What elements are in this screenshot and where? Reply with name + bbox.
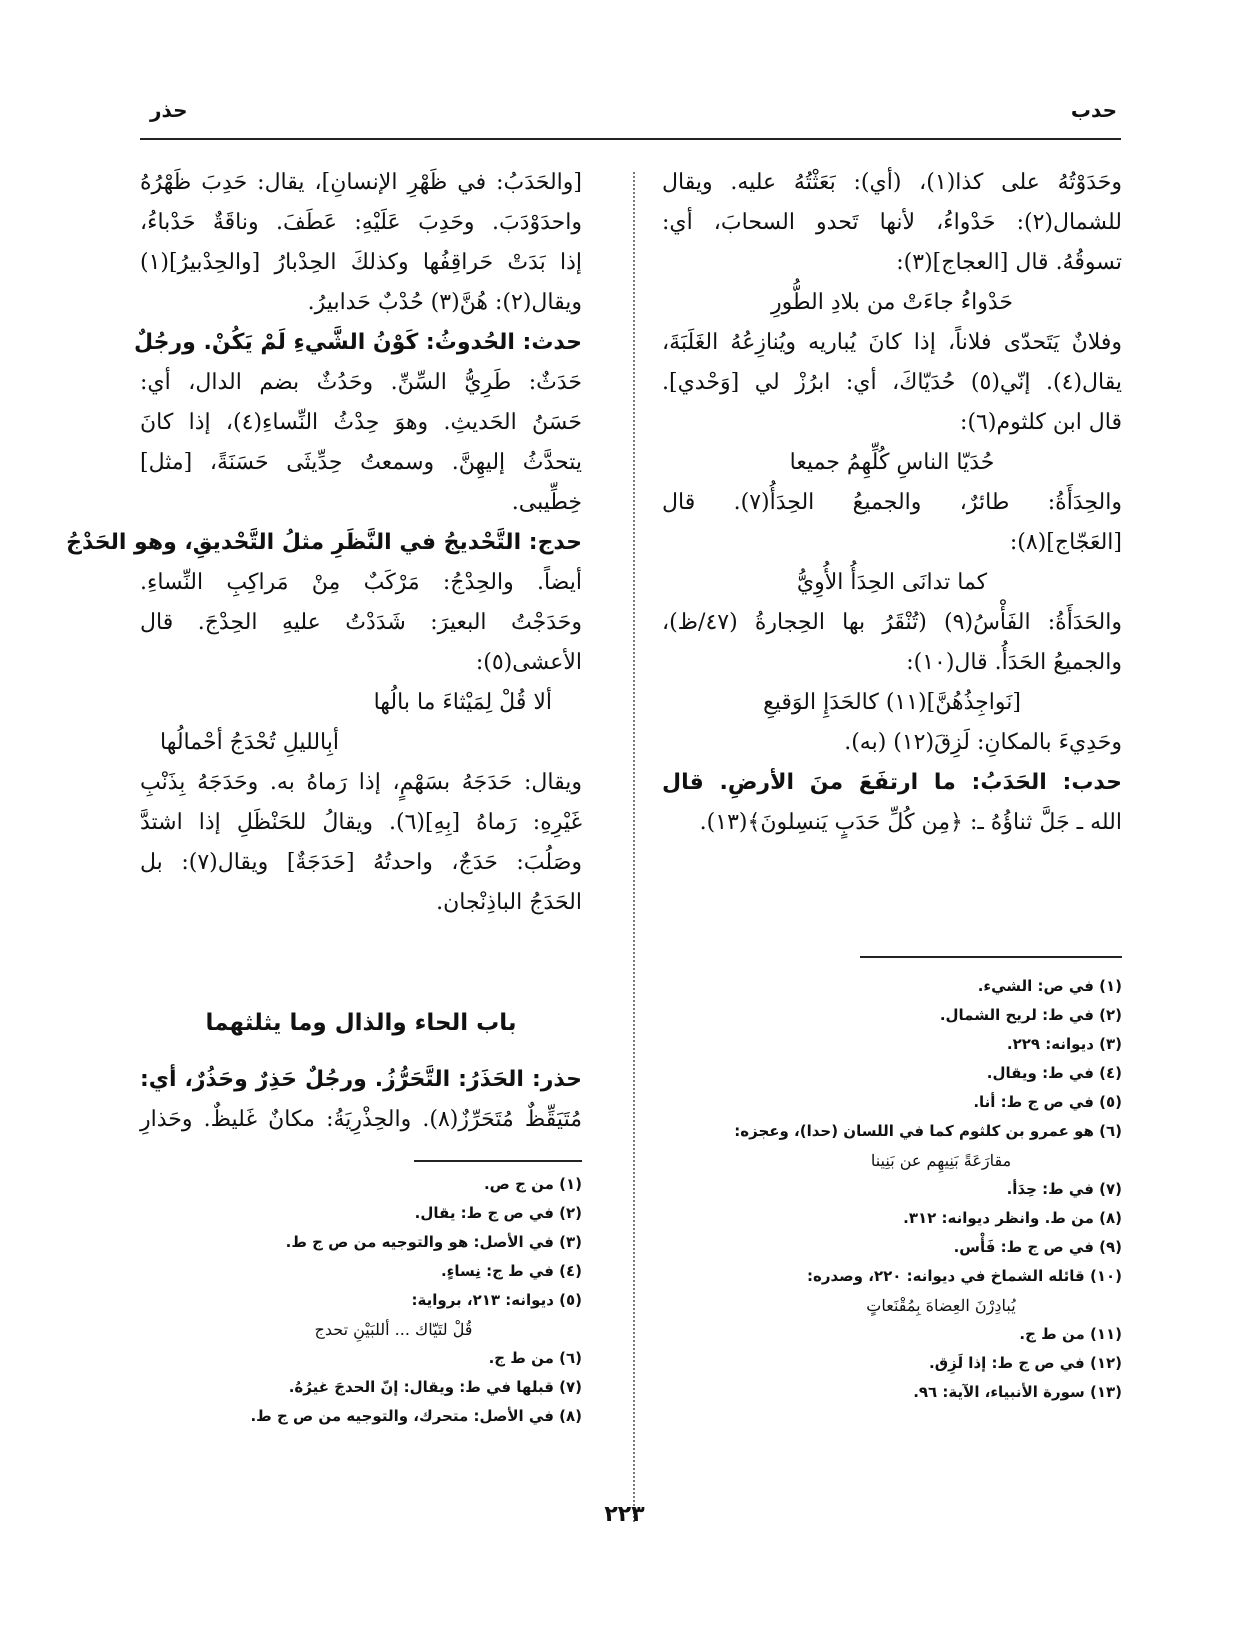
- text-line: يقال(٤). إنّي(٥) حُدَيّاكَ، أي: ابرُزْ لي [وَحْدي].: [662, 370, 1122, 395]
- text-line: حَدَثٌ: طَرِيُّ السِّنِّ. وحَدُثٌ بضم الدال، أي:: [140, 370, 582, 395]
- footnote: (٢) في ط: لريح الشمال.: [939, 1006, 1122, 1024]
- verse-line: أبِالليلِ تُحْدَجُ أحْمالُها: [160, 730, 339, 755]
- text-line: وحَدَجْتُ البعيرَ: شَدَدْتُ عليهِ الحِدْجَ. قال: [140, 610, 582, 635]
- footnote: (٥) ديوانه: ٢١٣، برواية:: [411, 1291, 582, 1309]
- text-line: الله ـ جَلَّ ثناؤُهُ ـ: ﴿مِن كُلِّ حَدَبٍ يَنسِلونَ﴾(١٣).: [699, 810, 1122, 835]
- footnote: (٧) قبلها في ط: ويقال: إنّ الحدجَ غيرُهُ.: [288, 1378, 582, 1396]
- column-divider: [633, 172, 635, 1522]
- text-line: [العَجّاج](٨):: [1009, 530, 1122, 555]
- right-column: [662, 163, 1122, 843]
- footnote: (١) من ج ص.: [483, 1175, 582, 1193]
- verse-line: ألا قُلْ لِمَيْثاءَ ما بالُها: [373, 690, 552, 715]
- header-rule: [140, 138, 1121, 140]
- text-line: حَسَنُ الحَديثِ. وهوَ حِدْثُ النِّساءِ(٤)، إذا كانَ: [140, 410, 582, 435]
- footnote: (١٣) سورة الأنبياء، الآية: ٩٦.: [913, 1383, 1122, 1401]
- text-line: وحَدِيءَ بالمكانِ: لَزِقَ(١٢) (به).: [844, 730, 1122, 755]
- footnotes-left: [205, 1170, 582, 1431]
- text-line: والجميعُ الحَدَأُ. قال(١٠):: [906, 650, 1122, 675]
- footnote: (٥) في ص ج ط: أنا.: [973, 1093, 1122, 1111]
- footnote: (٤) في ط: ويقال.: [986, 1064, 1122, 1082]
- running-header-right: حدب: [1070, 98, 1117, 122]
- text-line: الحَدَجُ الباذِنْجان.: [436, 890, 582, 915]
- text-line: إذا بَدَتْ حَراقِفُها وكذلكَ الحِدْبارُ [والحِدْبيرُ](١): [140, 250, 582, 275]
- footnote: (٨) من ط. وانظر ديوانه: ٣١٢.: [903, 1209, 1122, 1227]
- running-header-left: حذر: [150, 98, 188, 122]
- text-line: قال ابن كلثوم(٦):: [960, 410, 1122, 435]
- footnote: (١) في ص: الشيء.: [977, 977, 1122, 995]
- text-line: مُتَيَقِّظٌ مُتَحَرِّزٌ(٨). والحِذْرِيَةُ: مكانٌ غَليظٌ. وحَذارِ: [140, 1107, 582, 1132]
- text-line: يتحدَّثُ إليهِنَّ. وسمعتُ حِدِّيثَى حَسَنَةً، [مثل]: [140, 450, 582, 475]
- text-line: واحدَوْدَبَ. وحَدِبَ عَلَيْهِ: عَطَفَ. وناقَةٌ حَدْباءُ،: [140, 210, 582, 235]
- text-line: والحَدَأَةُ: الفَأْسُ(٩) (تُنْقَرُ بها الحِجارةُ (٤٧/ظ)،: [662, 610, 1122, 635]
- text-line: أيضاً. والحِدْجُ: مَرْكَبٌ مِنْ مَراكِبِ النِّساءِ.: [140, 570, 582, 595]
- text-line: وفلانٌ يَتَحدّى فلاناً، إذا كانَ يُباريه ويُنازِعُهُ الغَلَبَةَ،: [662, 330, 1122, 355]
- entry-hadaj: حدج: التَّحْديجُ في النَّظَرِ مثلُ التَّحْديقِ، وهو الحَدْجُ: [66, 530, 582, 555]
- footnote-rule-left: [414, 1160, 582, 1162]
- footnote: (٩) في ص ج ط: فَأْس.: [953, 1238, 1122, 1256]
- text-line: وصَلُبَ: حَدَجٌ، واحدتُهُ [حَدَجَةٌ] ويقال(٧): بل: [140, 850, 582, 875]
- left-column-section: [140, 1060, 582, 1140]
- footnote-verse: قُلْ لتَيّاك ... أللبَيْنِ تحدج: [314, 1320, 473, 1339]
- footnote: (١٢) في ص ج ط: إذا لَزِق.: [929, 1354, 1122, 1372]
- footnote: (٢) في ص ج ط: يقال.: [414, 1204, 582, 1222]
- text-line: [والحَدَبُ: في ظَهْرِ الإنسانِ]، يقال: حَدِبَ ظَهْرُهُ: [140, 170, 582, 195]
- footnote: (٤) في ط ج: نِساءٍ.: [440, 1262, 582, 1280]
- section-heading: باب الحاء والذال وما يثلثهما: [205, 1010, 517, 1036]
- footnote: (١١) من ط ج.: [1019, 1325, 1122, 1343]
- text-line: غَيْرِهِ: رَماهُ [بِهِ](٦). ويقالُ للحَنْظَلِ إذا اشتدَّ: [140, 810, 583, 835]
- footnote: (٧) في ط: حِدَأ.: [1006, 1180, 1122, 1198]
- text-line: الأعشى(٥):: [475, 650, 582, 675]
- footnotes-right: [734, 972, 1122, 1407]
- entry-hadhar: حذر: الحَذَرُ: التَّحَرُّزُ. ورجُلٌ حَذِرٌ وحَذُرٌ، أي:: [140, 1067, 582, 1092]
- left-column: [66, 163, 583, 923]
- verse-line: حُدَيّا الناسِ كُلِّهِمُ جميعا: [789, 450, 995, 475]
- text-line: والحِدَأَةُ: طائرٌ، والجميعُ الحِدَأُ(٧). قال: [662, 490, 1122, 515]
- verse-line: [نَواجِذُهُنَّ](١١) كالحَدَإِ الوَقيعِ: [763, 690, 1021, 715]
- footnote-verse: يُبادِرْنَ العِضاهَ بِمُقْنَعاتٍ: [866, 1296, 1016, 1315]
- text-line: ويقال(٢): هُنَّ(٣) حُدْبٌ حَدابيرُ.: [307, 290, 582, 315]
- entry-hadath: حدث: الحُدوثُ: كَوْنُ الشَّيءِ لَمْ يَكُنْ. ورجُلٌ: [134, 330, 582, 355]
- footnote: (١٠) قائله الشماخ في ديوانه: ٢٢٠، وصدره:: [807, 1267, 1122, 1285]
- text-line: للشمال(٢): حَدْواءُ، لأنها تَحدو السحابَ، أي:: [662, 210, 1122, 235]
- footnote: (٣) ديوانه: ٢٢٩.: [1006, 1035, 1122, 1053]
- verse-line: حَدْواءُ جاءَتْ من بلادِ الطُّورِ: [771, 290, 1013, 315]
- footnote: (٦) هو عمرو بن كلثوم كما في اللسان (حدا)، وعجزه:: [734, 1122, 1122, 1140]
- text-line: خِطِّيبى.: [511, 490, 582, 515]
- page-number: ٢٢٣: [604, 1502, 645, 1527]
- footnote: (٦) من ط ج.: [488, 1349, 582, 1367]
- footnote: (٣) في الأصل: هو والتوجيه من ص ج ط.: [285, 1233, 582, 1251]
- footnote-rule-right: [860, 956, 1122, 958]
- entry-hadab: حدب: الحَدَبُ: ما ارتفَعَ منَ الأرضِ. قال: [662, 770, 1122, 795]
- text-line: وحَدَوْتُهُ على كذا(١)، (أي): بَعَثْتُهُ عليه. ويقال: [662, 170, 1122, 195]
- text-line: ويقال: حَدَجَهُ بسَهْمٍ، إذا رَماهُ به. وحَدَجَهُ بِذَنْبِ: [140, 770, 582, 795]
- footnote-verse: مقارَعَةً بَنِيهِم عن بَنِينا: [870, 1151, 1012, 1170]
- text-line: تسوقُهُ. قال [العجاج](٣):: [896, 250, 1122, 275]
- footnote: (٨) في الأصل: متحرك، والتوجيه من ص ج ط.: [250, 1407, 582, 1425]
- verse-line: كما تدانَى الحِدَأُ الأُوِيُّ: [796, 570, 988, 595]
